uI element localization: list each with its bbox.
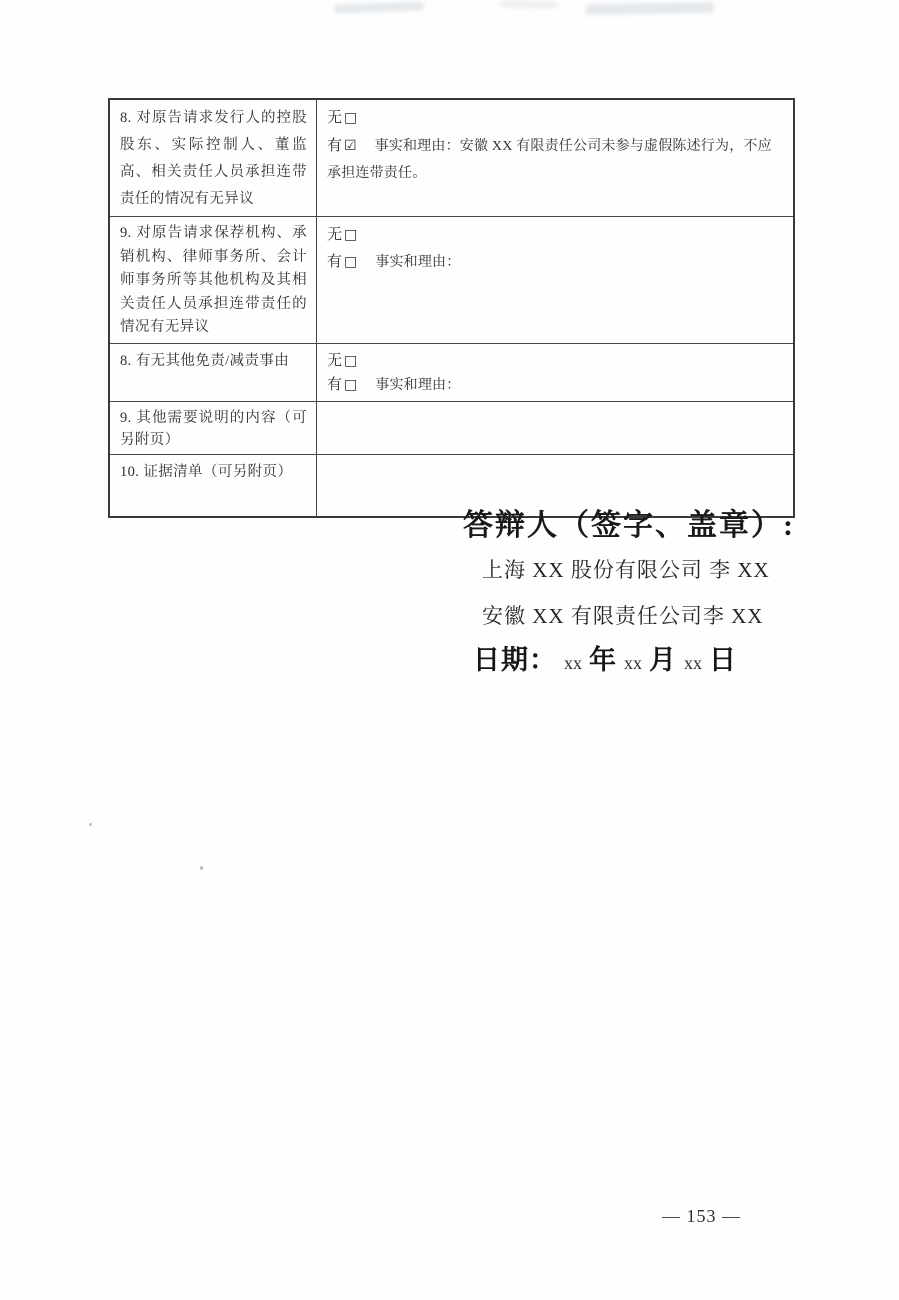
option-no-line <box>327 105 784 133</box>
no-checkbox-icon: □ <box>344 110 358 126</box>
question-cell <box>109 99 317 217</box>
yes-checkbox-checked-icon: ☑ <box>344 137 357 154</box>
no-checkbox-icon: □ <box>344 352 358 369</box>
answer-cell <box>317 343 795 401</box>
respondent-name-line-2: 安徽 XX 有限责任公司李 XX <box>482 604 764 628</box>
date-day-unit: 日 <box>709 645 737 675</box>
option-yes-line <box>327 133 784 188</box>
question-cell <box>109 401 317 454</box>
scan-artifact <box>200 866 203 870</box>
table-row <box>109 401 794 454</box>
answer-cell <box>317 401 795 454</box>
date-year-value: xx <box>564 653 582 673</box>
date-month-value: xx <box>624 653 642 673</box>
question-text: 10. 证据清单（可另附页） <box>120 463 293 480</box>
question-cell <box>109 343 317 401</box>
question-text: 8. 对原告请求发行人的控股股东、实际控制人、董监高、相关责任人员承担连带责任的情况有无异议 <box>120 110 307 207</box>
facts-and-reasons-text: 事实和理由： <box>375 377 461 393</box>
page-number: — 153 — <box>662 1206 741 1226</box>
respondent-signature-heading: 答辩人（签字、盖章）: <box>463 509 795 542</box>
defense-form-table <box>108 98 795 518</box>
table-row <box>109 343 794 401</box>
yes-option-label: 有 <box>327 254 343 270</box>
date-day-value: xx <box>684 653 702 673</box>
no-option-label: 无 <box>327 110 343 126</box>
question-cell <box>109 454 317 517</box>
respondent-name-line-1: 上海 XX 股份有限公司 李 XX <box>482 558 770 582</box>
empty-answer-area <box>317 455 793 463</box>
option-no-line <box>327 222 784 249</box>
scan-artifact <box>334 1 424 13</box>
option-no-line <box>327 349 784 373</box>
yes-option-label: 有 <box>327 376 343 393</box>
date-line <box>473 638 737 677</box>
facts-and-reasons-text: 事实和理由：安徽 XX 有限责任公司未参与虚假陈述行为，不应承担连带责任。 <box>327 138 772 181</box>
facts-and-reasons-text: 事实和理由： <box>375 255 461 270</box>
question-text: 8. 有无其他免责/减责事由 <box>120 352 290 369</box>
no-checkbox-icon: □ <box>344 227 358 243</box>
question-text: 9. 其他需要说明的内容（可另附页） <box>120 409 307 448</box>
scan-artifact <box>586 2 714 15</box>
empty-answer-area <box>317 402 793 410</box>
option-yes-line <box>327 249 784 276</box>
yes-checkbox-icon: □ <box>344 376 358 393</box>
date-year-unit: 年 <box>589 645 617 675</box>
table-row <box>109 217 794 344</box>
question-cell <box>109 217 317 344</box>
answer-cell <box>317 217 795 344</box>
no-option-label: 无 <box>327 352 343 369</box>
scan-artifact <box>89 823 92 826</box>
yes-checkbox-icon: □ <box>344 254 358 270</box>
scan-artifact <box>500 0 558 8</box>
table-row <box>109 99 794 217</box>
question-text: 9. 对原告请求保荐机构、承销机构、律师事务所、会计师事务所等其他机构及其相关责任人员承担连带责任的情况有无异议 <box>120 225 307 335</box>
yes-option-label: 有 <box>327 137 343 154</box>
answer-cell <box>317 99 795 217</box>
option-yes-line <box>327 373 784 398</box>
no-option-label: 无 <box>327 227 343 243</box>
date-label: 日期： <box>473 645 557 675</box>
date-month-unit: 月 <box>649 645 677 675</box>
